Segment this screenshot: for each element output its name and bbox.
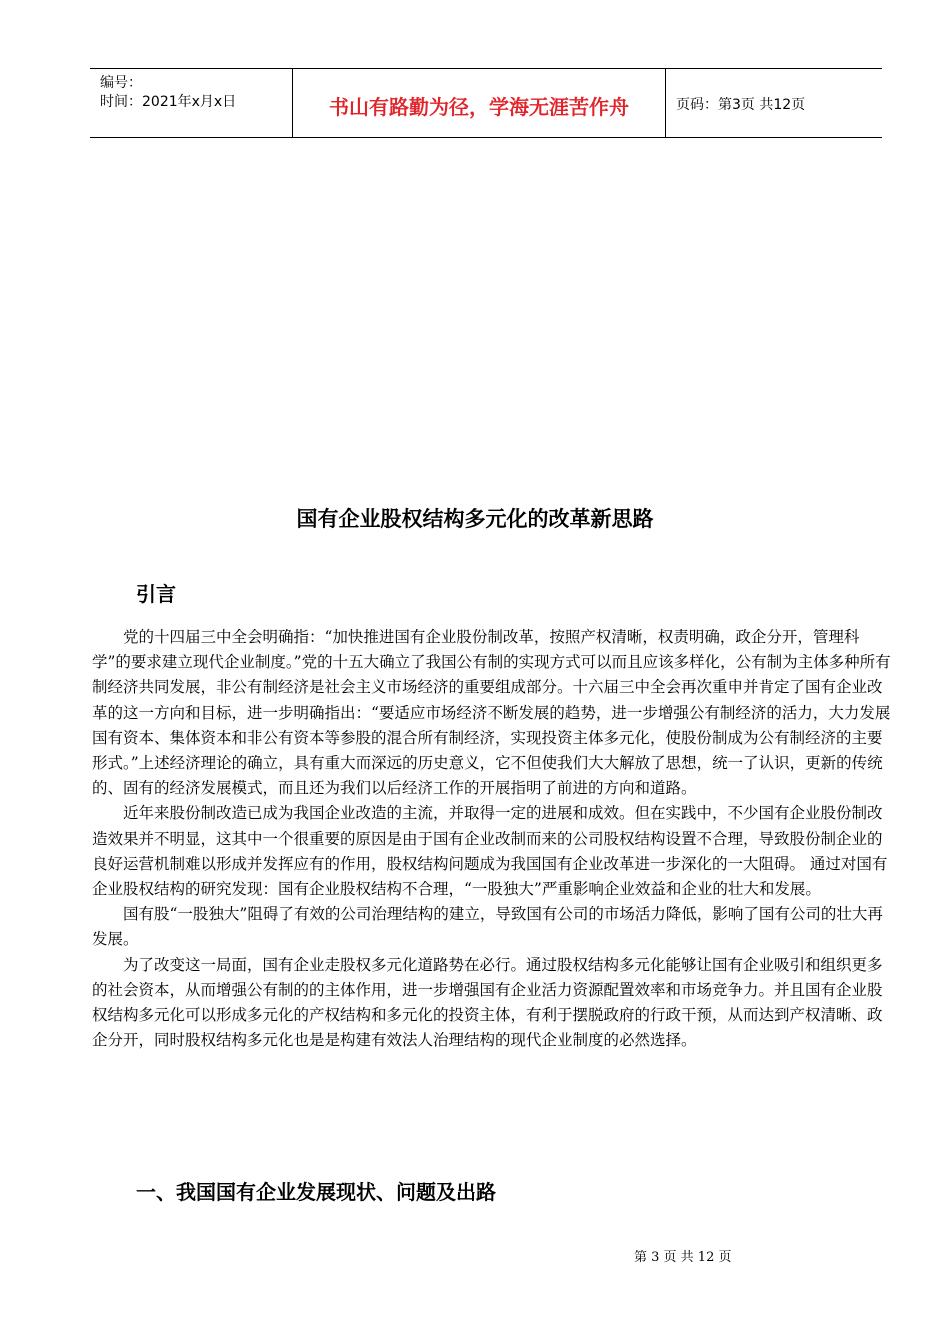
time-label: 时间：2021年x月x日 bbox=[100, 94, 237, 110]
section-heading-intro: 引言 bbox=[136, 582, 176, 606]
document-body bbox=[92, 625, 892, 1053]
number-label: 编号： bbox=[100, 75, 142, 91]
document-title: 国有企业股权结构多元化的改革新思路 bbox=[296, 507, 654, 531]
paragraph: 为了改变这一局面，国有企业走股权多元化道路势在必行。通过股权结构多元化能够让国有企业吸引和组织更多的社会资本，从而增强公有制的的主体作用，进一步增强国有企业活力资源配置效率和市场竞争力。并且国有企业股权结构多元化可以形成多元化的产权结构和多元化的投资主体，有利于摆脱政府的行政干预，从而达到产权清晰、政企分开，同时股权结构多元化也是是构建有效法人治理结构的现代企业制度的必然选择。 bbox=[92, 955, 883, 1050]
paragraph: 党的十四届三中全会明确指：“加快推进国有企业股份制改革，按照产权清晰，权责明确，政企分开，管理科学”的要求建立现代企业制度。”党的十五大确立了我国公有制的实现方式可以而且应该多样化，公有制为主体多种所有制经济共同发展，非公有制经济是社会主义市场经济的重要组成部分。十六届三中全会再次重申并肯定了国有企业改革的这一方向和目标，进一步明确指出：“要适应市场经济不断发展的趋势，进一步增强公有制经济的活力，大力发展国有资本、集体资本和非公有资本等参股的混合所有制经济，实现投资主体多元化，使股份制成为公有制经济的主要形式。”上述经济理论的确立，具有重大而深远的历史意义，它不但使我们大大解放了思想，统一了认识，更新的传统的、固有的经济发展模式，而且还为我们以后经济工作的开展指明了前进的方向和道路。 bbox=[92, 628, 891, 798]
section-heading-one: 一、我国国有企业发展现状、问题及出路 bbox=[136, 1180, 496, 1204]
paragraph: 近年来股份制改造已成为我国企业改造的主流，并取得一定的进展和成效。但在实践中，不少国有企业股份制改造效果并不明显，这其中一个很重要的原因是由于国有企业改制而来的公司股权结构设置不合理，导致股份制企业的良好运营机制难以形成并发挥应有的作用，股权结构问题成为我国国有企业改革进一步深化的一大阻碍。 通过对国有企业股权结构的研究发现：国有企业股权结构不合理，“一股独大”严重影响企业效益和企业的壮大和发展。 bbox=[92, 804, 888, 899]
page-footer: 第 3 页 共 12 页 bbox=[634, 1250, 732, 1265]
header-motto-cell bbox=[292, 69, 666, 137]
header-page-info: 页码：第3页 共12页 bbox=[676, 97, 806, 113]
header-right-cell bbox=[666, 69, 882, 137]
header-left-cell bbox=[90, 69, 292, 137]
header-motto: 书山有路勤为径，学海无涯苦作舟 bbox=[329, 95, 629, 119]
paragraph: 国有股“一股独大”阻碍了有效的公司治理结构的建立，导致国有公司的市场活力降低，影响了国有公司的壮大再发展。 bbox=[92, 905, 883, 949]
document-header bbox=[90, 68, 882, 138]
